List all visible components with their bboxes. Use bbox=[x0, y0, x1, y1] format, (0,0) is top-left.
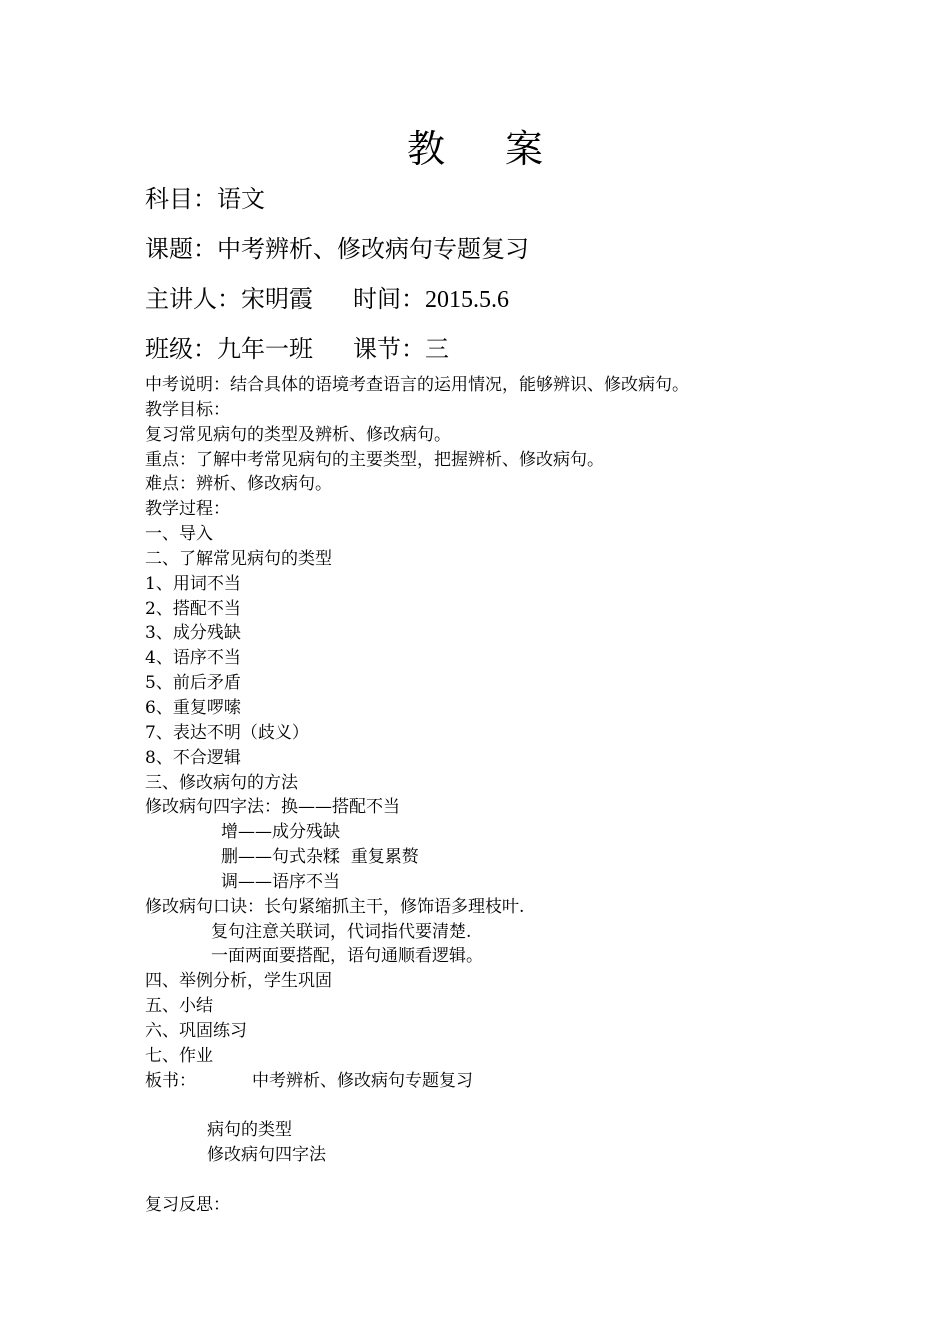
exam-note: 中考说明：结合具体的语境考查语言的运用情况，能够辨识、修改病句。 bbox=[145, 375, 689, 395]
board-item: 病句的类型 bbox=[207, 1120, 292, 1141]
list-item: 3、成分残缺 bbox=[145, 623, 241, 644]
lecturer-line bbox=[145, 284, 509, 315]
list-item: 6、重复啰嗦 bbox=[145, 697, 241, 718]
time-value: 2015.5.6 bbox=[425, 287, 509, 313]
list-item: 1、用词不当 bbox=[145, 573, 241, 594]
topic-line bbox=[145, 234, 529, 264]
class-value: 九年一班 bbox=[217, 335, 313, 363]
reflection-heading: 复习反思： bbox=[145, 1194, 230, 1215]
blank-line bbox=[145, 1168, 845, 1193]
board-line bbox=[145, 1069, 845, 1094]
class-label: 班级： bbox=[145, 335, 217, 363]
goal-heading: 教学目标： bbox=[145, 399, 230, 420]
formula-line: 复句注意关联词，代词指代要清楚. bbox=[211, 921, 472, 942]
step-summary: 五、小结 bbox=[145, 996, 213, 1017]
step-practice: 六、巩固练习 bbox=[145, 1020, 247, 1041]
lesson-body bbox=[145, 373, 845, 1218]
list-item: 4、语序不当 bbox=[145, 648, 241, 669]
four-char-method-line: 调——语序不当 bbox=[221, 871, 340, 892]
goal-text: 复习常见病句的类型及辨析、修改病句。 bbox=[145, 424, 451, 445]
four-char-method-line: 增——成分残缺 bbox=[221, 822, 340, 843]
time-label: 时间： bbox=[353, 285, 425, 313]
step-examples: 四、举例分析，学生巩固 bbox=[145, 971, 332, 992]
step-homework: 七、作业 bbox=[145, 1045, 213, 1066]
process-heading: 教学过程： bbox=[145, 499, 230, 520]
lecturer-label: 主讲人： bbox=[145, 285, 241, 313]
page-title: 教 案 bbox=[406, 127, 568, 171]
subject-line bbox=[145, 184, 265, 214]
step-methods: 三、修改病句的方法 bbox=[145, 772, 298, 793]
board-label: 板书： bbox=[145, 1070, 196, 1091]
board-item: 修改病句四字法 bbox=[207, 1145, 326, 1166]
lecturer-value: 宋明霞 bbox=[241, 285, 313, 313]
four-char-method-line: 删——句式杂糅 重复累赘 bbox=[221, 847, 419, 868]
list-item: 7、表达不明（歧义） bbox=[145, 722, 309, 743]
period-value: 三 bbox=[425, 335, 449, 363]
blank-line bbox=[145, 1093, 845, 1118]
topic-value: 中考辨析、修改病句专题复习 bbox=[217, 235, 529, 263]
list-item: 8、不合逻辑 bbox=[145, 747, 241, 768]
list-item: 2、搭配不当 bbox=[145, 598, 241, 619]
formula-line: 修改病句口诀：长句紧缩抓主干，修饰语多理枝叶. bbox=[145, 896, 525, 917]
period-label: 课节： bbox=[353, 335, 425, 363]
subject-label: 科目： bbox=[145, 185, 217, 213]
key-point: 重点：了解中考常见病句的主要类型，把握辨析、修改病句。 bbox=[145, 449, 604, 470]
class-line bbox=[145, 334, 449, 364]
list-item: 5、前后矛盾 bbox=[145, 673, 241, 694]
board-title: 中考辨析、修改病句专题复习 bbox=[252, 1070, 473, 1091]
subject-value: 语文 bbox=[217, 185, 265, 213]
formula-line: 一面两面要搭配，语句通顺看逻辑。 bbox=[211, 946, 483, 967]
difficulty: 难点：辨析、修改病句。 bbox=[145, 474, 332, 495]
step-types: 二、了解常见病句的类型 bbox=[145, 548, 332, 569]
four-char-method-line: 修改病句四字法：换——搭配不当 bbox=[145, 797, 400, 818]
step-intro: 一、导入 bbox=[145, 524, 213, 545]
topic-label: 课题： bbox=[145, 235, 217, 263]
